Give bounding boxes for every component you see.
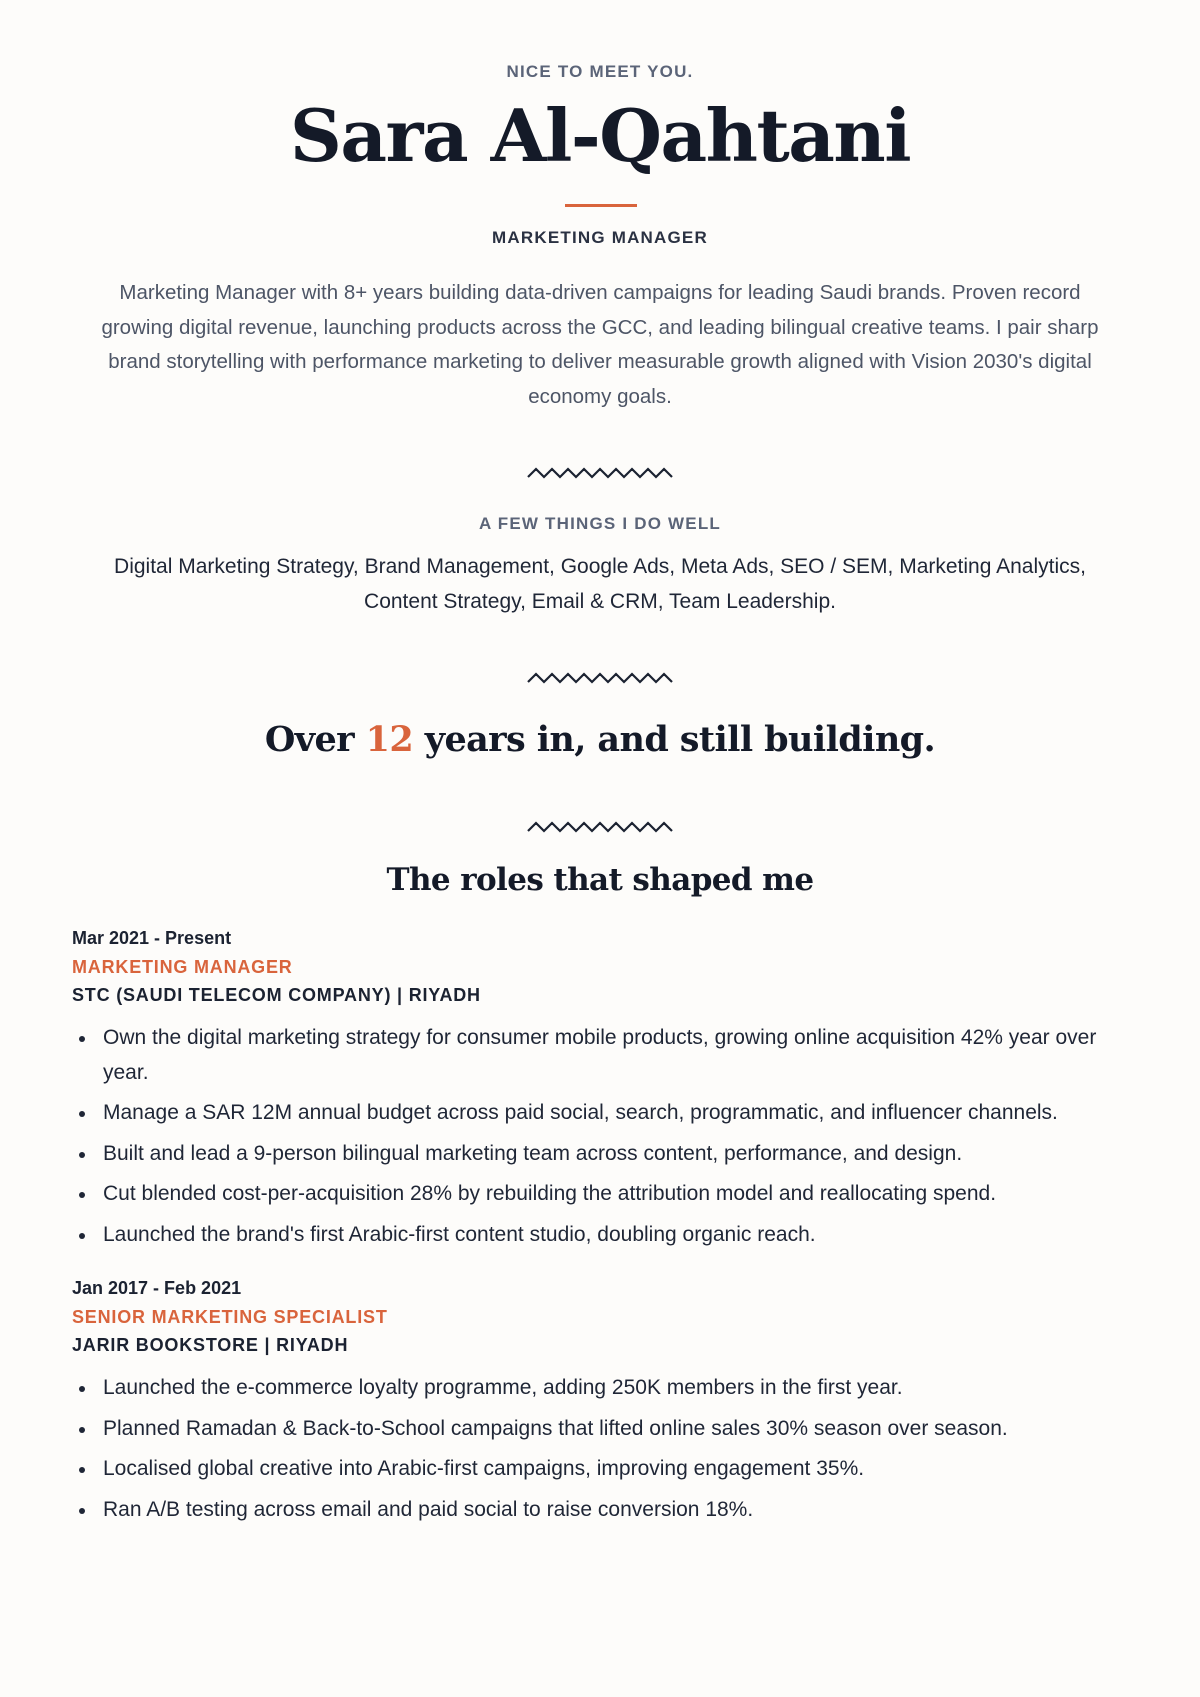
job-bullets [72, 1021, 1132, 1252]
zigzag-divider-icon [526, 669, 674, 687]
bullet-text: Manage a SAR 12M annual budget across paid social, search, programmatic, and influencer channels. [103, 1101, 1058, 1124]
bullet-text: Cut blended cost-per-acquisition 28% by rebuilding the attribution model and reallocating spend. [103, 1182, 997, 1205]
bullet-text: Planned Ramadan & Back-to-School campaigns that lifted online sales 30% season over season. [103, 1416, 1008, 1440]
job-entry [72, 1276, 1132, 1533]
bullet-icon [79, 1152, 85, 1158]
bullet-icon [79, 1192, 85, 1198]
bullet-icon [79, 1467, 85, 1473]
bullet-text: Built and lead a 9-person bilingual marketing team across content, performance, and design. [103, 1141, 963, 1165]
list-item [72, 1096, 1132, 1131]
bullet-text: Launched the brand's first Arabic-first content studio, doubling organic reach. [103, 1222, 816, 1246]
list-item [72, 1021, 1132, 1090]
profile-summary: Marketing Manager with 8+ years building data-driven campaigns for leading Saudi brands. Proven record growing digital revenue, launching products across the GCC, and leading bilingual creative teams. I pair sharp brand storytelling with performance marketing to deliver measurable growth aligned with Vision 2030's digital economy goals. [101, 281, 1099, 408]
skills-heading: A FEW THINGS I DO WELL [478, 514, 722, 533]
list-item [72, 1493, 1132, 1528]
job-title-heading: MARKETING MANAGER [492, 228, 708, 247]
job-entry [72, 926, 1132, 1258]
job-company: JARIR BOOKSTORE | RIYADH [72, 1335, 349, 1355]
person-name: Sara Al-Qahtani [289, 93, 911, 178]
list-item [72, 1177, 1132, 1212]
job-company: STC (SAUDI TELECOM COMPANY) | RIYADH [72, 985, 481, 1005]
job-bullets [72, 1371, 1132, 1527]
list-item [72, 1412, 1132, 1447]
job-dates: Jan 2017 - Feb 2021 [72, 1278, 242, 1298]
bullet-icon [79, 1111, 85, 1117]
skills-list: Digital Marketing Strategy, Brand Management, Google Ads, Meta Ads, SEO / SEM, Marketing Analytics, Content Strategy, Email & CRM, Team Leadership. [114, 555, 1086, 613]
list-item [72, 1371, 1132, 1406]
zigzag-divider-icon [526, 818, 674, 836]
zigzag-divider-icon [526, 464, 674, 482]
bullet-text: Localised global creative into Arabic-first campaigns, improving engagement 35%. [103, 1457, 865, 1480]
banner-prefix: Over [264, 719, 354, 760]
bullet-icon [79, 1427, 85, 1433]
bullet-icon [79, 1386, 85, 1392]
bullet-text: Launched the e-commerce loyalty programme, adding 250K members in the first year. [103, 1376, 903, 1399]
bullet-text: Own the digital marketing strategy for consumer mobile products, growing online acquisition 42% year over year. [103, 1026, 1097, 1084]
bullet-icon [79, 1036, 85, 1042]
bullet-text: Ran A/B testing across email and paid social to raise conversion 18%. [103, 1497, 754, 1521]
bullet-icon [79, 1508, 85, 1514]
list-item [72, 1452, 1132, 1487]
roles-heading: The roles that shaped me [386, 862, 814, 898]
job-dates: Mar 2021 - Present [72, 928, 232, 948]
banner-years: 12 [365, 719, 414, 760]
job-role: MARKETING MANAGER [72, 957, 293, 977]
accent-divider [565, 204, 637, 207]
bullet-icon [79, 1233, 85, 1239]
list-item [72, 1218, 1132, 1253]
list-item [72, 1137, 1132, 1172]
intro-eyebrow: NICE TO MEET YOU. [506, 62, 694, 81]
job-role: SENIOR MARKETING SPECIALIST [72, 1307, 388, 1327]
banner-suffix: years in, and still building. [424, 719, 936, 760]
experience-banner [0, 719, 1200, 760]
